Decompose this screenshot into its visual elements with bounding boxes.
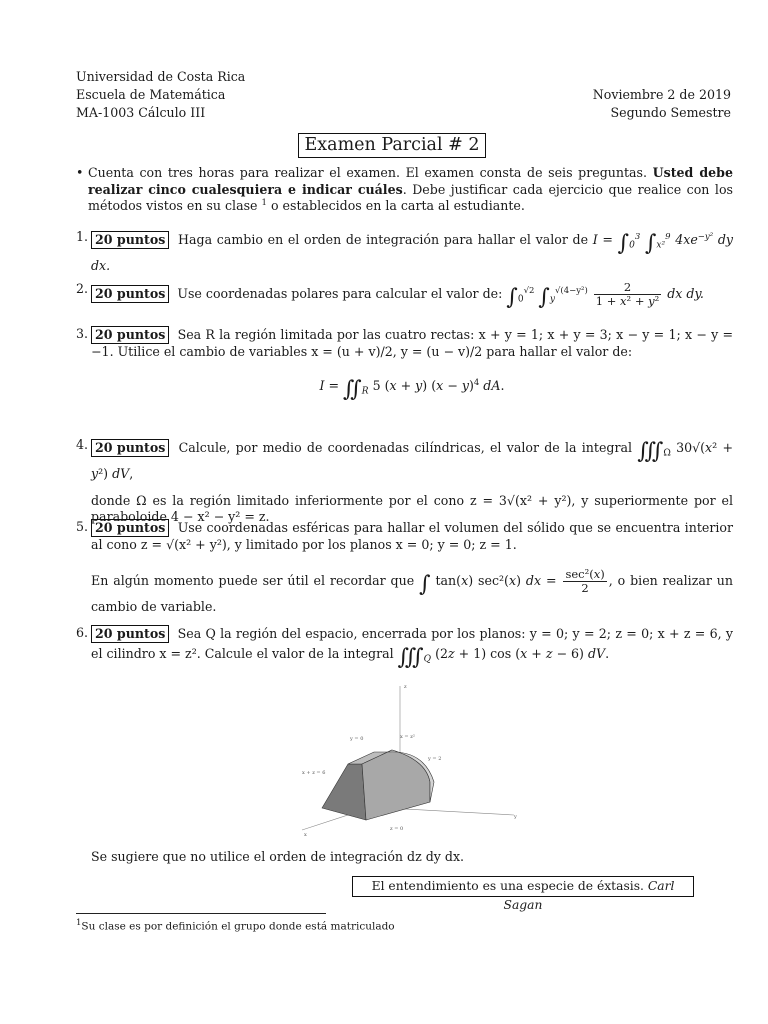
label-xz2: x = z²: [400, 734, 415, 740]
exam-date: Noviembre 2 de 2019: [592, 87, 731, 102]
question-math: $∭_Q$ (2z + 1) cos (x + z − 6) dV.: [397, 645, 610, 670]
question-text: Sea R la región limitada por las cuatro rectas: x + y = 1; x + y = 3; x − y = 1; x − y = −1. Utilice el cambio de variables x = (u + v)/2, y = (u − v)/2 para hallar el valor de:: [91, 327, 733, 359]
course-name: MA-1003 Cálculo III: [76, 105, 206, 120]
footnote-mark: 1: [76, 918, 82, 928]
question-math: $\int_0^{√2}$ $\int_y^{√(4-y^2)}$ $\frac{2}{\text{1 + x² + y²}}$ dx dy.: [506, 280, 704, 311]
quote-text: El entendimiento es una especie de éxtasis.: [371, 879, 644, 893]
hint-text: Se sugiere que no utilice el orden de integración dz dy dx.: [91, 849, 465, 864]
label-z0: z = 0: [390, 826, 404, 832]
question-number: 1.: [76, 229, 89, 244]
question-text-2: En algún momento puede ser útil el recordar que: [91, 572, 415, 588]
points-box: 20 puntos: [91, 231, 169, 249]
solid-region-figure: [292, 678, 522, 838]
question-text: Sea Q la región del espacio, encerrada por los planos: y = 0; y = 2; z = 0; x + z = 6, y el cilindro x = z². Calcule el valor de la integral: [91, 626, 733, 661]
question-number: 4.: [76, 437, 89, 452]
bullet-icon: •: [76, 165, 84, 180]
question-number: 5.: [76, 519, 89, 534]
question-text: Use coordenadas polares para calcular el valor de:: [177, 286, 503, 302]
question-3: [76, 326, 733, 404]
points-box: 20 puntos: [91, 285, 169, 303]
question-text-2: donde Ω es la región limitado inferiormente por el cono z = 3√(x² + y²), y superiormente por el paraboloide 4 − x² − y² = z.: [91, 492, 733, 525]
question-number: 3.: [76, 326, 89, 341]
school-name: Escuela de Matemática: [76, 87, 226, 102]
question-4: [76, 437, 733, 526]
question-6: [76, 625, 733, 672]
instructions-text-2: . Debe justificar cada ejercicio que realice con los métodos vistos en su clase: [88, 181, 733, 214]
question-math: ∫ tan(x) sec²(x) dx = $\frac{\text{sec²(x)}}{2}$: [419, 566, 605, 597]
instructions-text-1: Cuenta con tres horas para realizar el examen. El examen consta de seis preguntas.: [88, 165, 648, 180]
university-name: Universidad de Costa Rica: [76, 69, 246, 84]
instructions-bold: Usted debe realizar cinco cualesquiera e indicar cuáles: [88, 165, 733, 197]
question-text-3: , o bien realizar un cambio de variable.: [91, 572, 733, 614]
footnote-divider: [76, 913, 326, 914]
question-text: Haga cambio en el orden de integración para hallar el valor de: [178, 232, 589, 247]
question-text: Use coordenadas esféricas para hallar el volumen del sólido que se encuentra interior al cono z = √(x² + y²), y limitado por los planos x = 0; y = 0; z = 1.: [91, 520, 733, 552]
footnote-text: Su clase es por definición el grupo donde está matriculado: [81, 920, 395, 933]
question-2: [76, 281, 733, 312]
label-y2: y = 2: [428, 756, 442, 762]
question-1: [76, 229, 733, 275]
label-x: x: [304, 832, 307, 838]
question-number: 2.: [76, 281, 89, 296]
instructions: [76, 165, 733, 215]
label-y: y: [514, 814, 517, 820]
label-y0: y = 0: [350, 736, 364, 742]
exam-header: [76, 69, 731, 123]
question-5: [76, 519, 733, 615]
semester: Segundo Semestre: [610, 105, 731, 120]
footnote-ref: 1: [261, 198, 267, 209]
label-xz6: x + z = 6: [302, 770, 326, 776]
points-box: 20 puntos: [91, 439, 169, 457]
question-text: Calcule, por medio de coordenadas cilíndricas, el valor de la integral: [178, 440, 633, 455]
solid-face-left: [322, 764, 366, 820]
label-z: z: [404, 684, 407, 690]
points-box: 20 puntos: [91, 625, 169, 643]
question-math: $I = \int_0^3$ $\int_{x^2}^9$ $4xe^{-y^2}$ dy dx.: [91, 231, 733, 274]
exam-title: Examen Parcial # 2: [298, 133, 486, 158]
points-box: 20 puntos: [91, 519, 169, 537]
footnote: [76, 918, 395, 934]
quote-author: Carl Sagan: [503, 879, 675, 912]
points-box: 20 puntos: [91, 326, 169, 344]
instructions-text-3: o establecidos en la carta al estudiante.: [270, 198, 525, 214]
question-number: 6.: [76, 625, 89, 640]
question-math: $I = ∬_R$ 5 (x + y) $(x - y)^4$ dA.: [319, 376, 505, 402]
quote-box: [352, 876, 694, 912]
question-math: $∭_\Omega$ 30√(x² + y²) dV,: [91, 439, 733, 482]
